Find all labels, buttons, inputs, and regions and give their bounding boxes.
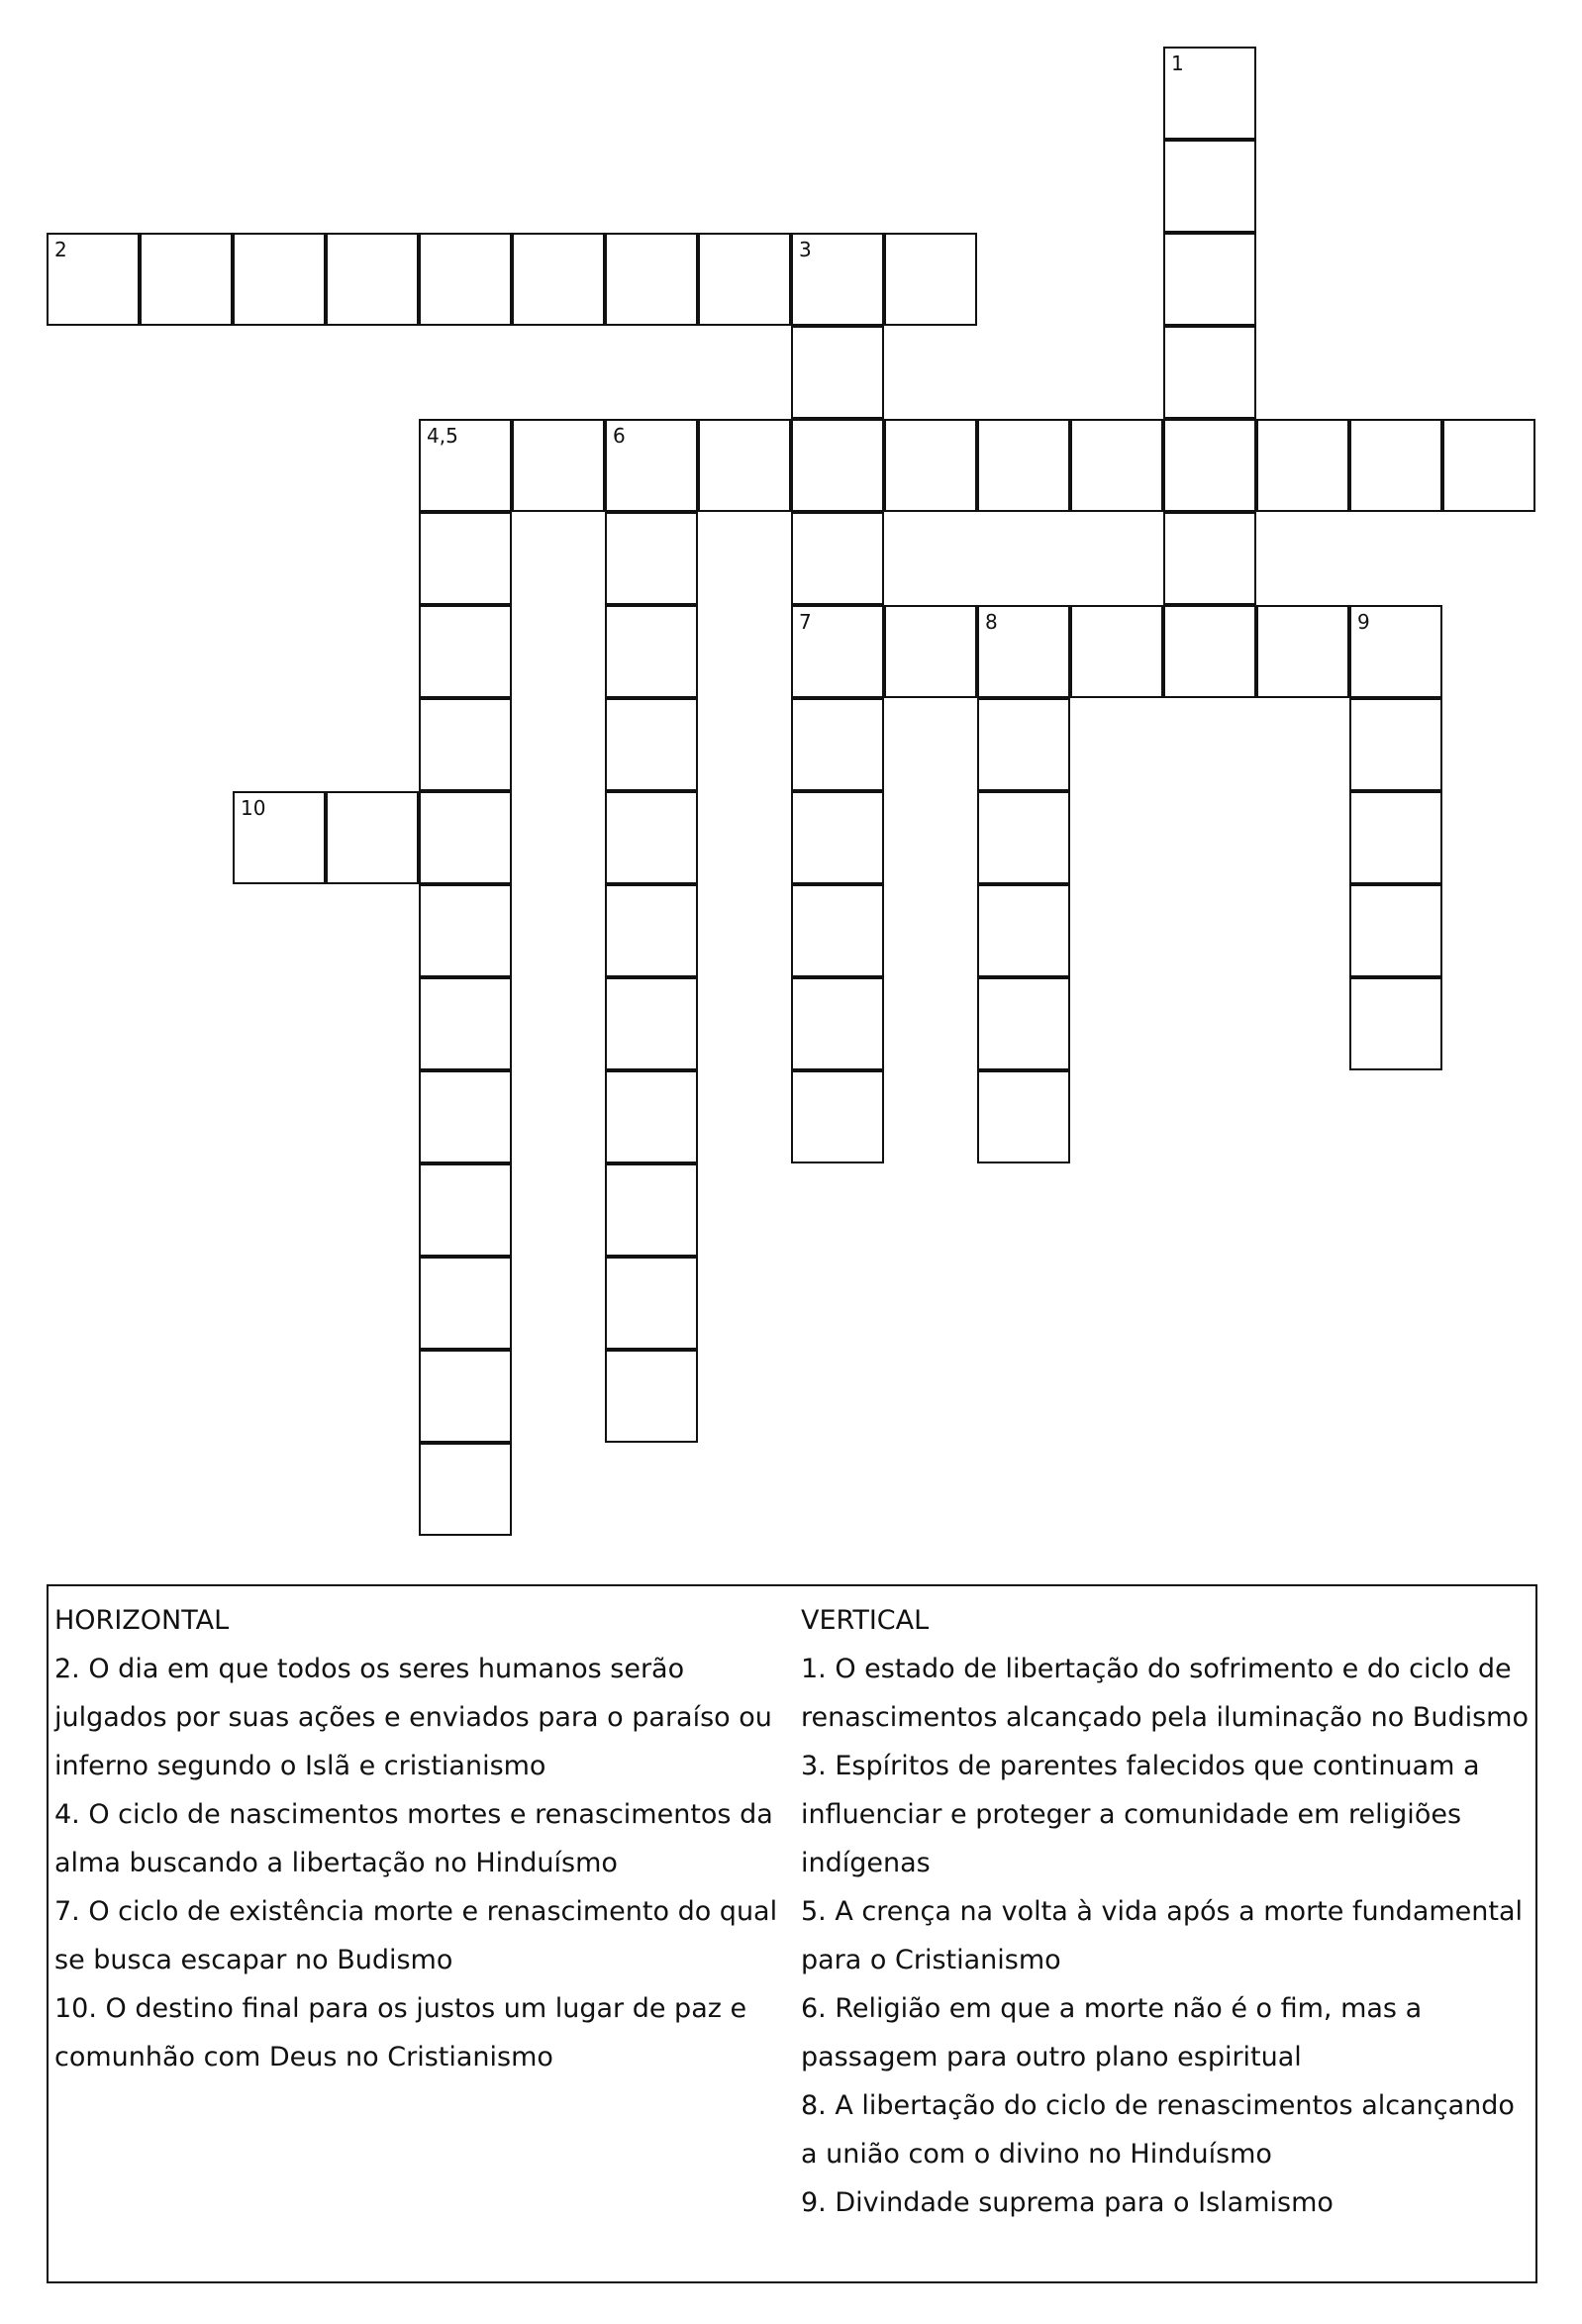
crossword-cell[interactable] bbox=[1256, 419, 1349, 512]
crossword-cell[interactable] bbox=[605, 1350, 698, 1443]
clue-number: 10 bbox=[241, 796, 266, 820]
crossword-cell[interactable] bbox=[419, 698, 512, 791]
crossword-cell[interactable] bbox=[1163, 140, 1256, 233]
crossword-cell[interactable] bbox=[884, 605, 977, 698]
crossword-cell[interactable] bbox=[1070, 419, 1163, 512]
crossword-cell[interactable] bbox=[791, 884, 884, 977]
crossword-cell[interactable] bbox=[977, 698, 1070, 791]
crossword-cell[interactable] bbox=[791, 512, 884, 605]
crossword-cell[interactable] bbox=[419, 1443, 512, 1536]
vertical-clue-9: 9. Divindade suprema para o Islamismo bbox=[801, 2187, 1334, 2218]
crossword-cell[interactable] bbox=[1349, 884, 1442, 977]
crossword-cell[interactable] bbox=[1163, 326, 1256, 419]
clue-number: 1 bbox=[1171, 51, 1184, 75]
crossword-cell[interactable] bbox=[326, 791, 419, 884]
crossword-cell[interactable] bbox=[1163, 605, 1256, 698]
crossword-cell[interactable] bbox=[233, 791, 326, 884]
clues-panel bbox=[47, 1584, 1537, 2283]
clue-number: 9 bbox=[1357, 610, 1370, 634]
crossword-cell[interactable] bbox=[977, 977, 1070, 1070]
crossword-cell[interactable] bbox=[1349, 605, 1442, 698]
clue-number: 7 bbox=[799, 610, 812, 634]
vertical-clue-5: 5. A crença na volta à vida após a morte fundamental para o Cristianismo bbox=[801, 1896, 1524, 1975]
horizontal-heading: HORIZONTAL bbox=[54, 1605, 230, 1636]
crossword-cell[interactable] bbox=[791, 977, 884, 1070]
crossword-cell[interactable] bbox=[791, 233, 884, 326]
crossword-cell[interactable] bbox=[977, 791, 1070, 884]
crossword-cell[interactable] bbox=[1163, 47, 1256, 140]
crossword-cell[interactable] bbox=[791, 326, 884, 419]
crossword-cell[interactable] bbox=[419, 1257, 512, 1350]
crossword-cell[interactable] bbox=[977, 605, 1070, 698]
crossword-cell[interactable] bbox=[419, 977, 512, 1070]
crossword-cell[interactable] bbox=[791, 605, 884, 698]
crossword-cell[interactable] bbox=[605, 1163, 698, 1257]
clue-number: 2 bbox=[54, 238, 67, 261]
crossword-cell[interactable] bbox=[977, 1070, 1070, 1163]
crossword-cell[interactable] bbox=[605, 791, 698, 884]
crossword-cell[interactable] bbox=[1256, 605, 1349, 698]
crossword-cell[interactable] bbox=[698, 233, 791, 326]
crossword-cell[interactable] bbox=[1349, 977, 1442, 1070]
crossword-cell[interactable] bbox=[605, 698, 698, 791]
crossword-cell[interactable] bbox=[1442, 419, 1535, 512]
horizontal-clue-4: 4. O ciclo de nascimentos mortes e renascimentos da alma buscando a libertação no Hinduísmo bbox=[54, 1799, 773, 1878]
vertical-clue-8: 8. A libertação do ciclo de renascimentos alcançando a união com o divino no Hinduísmo bbox=[801, 2090, 1515, 2170]
crossword-cell[interactable] bbox=[512, 233, 605, 326]
crossword-cell[interactable] bbox=[605, 605, 698, 698]
crossword-cell[interactable] bbox=[419, 1350, 512, 1443]
crossword-cell[interactable] bbox=[1349, 698, 1442, 791]
clue-number: 8 bbox=[985, 610, 998, 634]
crossword-cell[interactable] bbox=[233, 233, 326, 326]
horizontal-clues bbox=[54, 1596, 787, 2081]
crossword-cell[interactable] bbox=[1163, 233, 1256, 326]
crossword-cell[interactable] bbox=[605, 233, 698, 326]
crossword-cell[interactable] bbox=[1349, 791, 1442, 884]
crossword-cell[interactable] bbox=[419, 791, 512, 884]
vertical-heading: VERTICAL bbox=[801, 1605, 930, 1636]
horizontal-clue-2: 2. O dia em que todos os seres humanos serão julgados por suas ações e enviados para o paraíso ou inferno segundo o Islã e cristianismo bbox=[54, 1654, 772, 1781]
clue-number: 6 bbox=[613, 424, 626, 448]
crossword-cell[interactable] bbox=[47, 233, 140, 326]
crossword-cell[interactable] bbox=[419, 419, 512, 512]
crossword-cell[interactable] bbox=[791, 419, 884, 512]
crossword-cell[interactable] bbox=[419, 512, 512, 605]
clue-number: 4,5 bbox=[427, 424, 458, 448]
crossword-cell[interactable] bbox=[419, 1070, 512, 1163]
horizontal-clue-10: 10. O destino final para os justos um lugar de paz e comunhão com Deus no Cristianismo bbox=[54, 1993, 747, 2072]
clue-number: 3 bbox=[799, 238, 812, 261]
vertical-clue-1: 1. O estado de libertação do sofrimento e do ciclo de renascimentos alcançado pela iluminação no Budismo bbox=[801, 1654, 1529, 1733]
crossword-cell[interactable] bbox=[977, 419, 1070, 512]
crossword-cell[interactable] bbox=[605, 419, 698, 512]
crossword-cell[interactable] bbox=[419, 1163, 512, 1257]
crossword-cell[interactable] bbox=[791, 791, 884, 884]
vertical-clue-3: 3. Espíritos de parentes falecidos que continuam a influenciar e proteger a comunidade em religiões indígenas bbox=[801, 1751, 1480, 1878]
crossword-cell[interactable] bbox=[419, 884, 512, 977]
crossword-cell[interactable] bbox=[512, 419, 605, 512]
crossword-cell[interactable] bbox=[1163, 512, 1256, 605]
crossword-cell[interactable] bbox=[605, 512, 698, 605]
crossword-cell[interactable] bbox=[1070, 605, 1163, 698]
crossword-cell[interactable] bbox=[791, 1070, 884, 1163]
crossword-cell[interactable] bbox=[419, 605, 512, 698]
crossword-cell[interactable] bbox=[605, 1257, 698, 1350]
crossword-cell[interactable] bbox=[977, 884, 1070, 977]
vertical-clue-6: 6. Religião em que a morte não é o fim, mas a passagem para outro plano espiritual bbox=[801, 1993, 1423, 2072]
crossword-cell[interactable] bbox=[326, 233, 419, 326]
vertical-clues bbox=[801, 1596, 1535, 2227]
crossword-cell[interactable] bbox=[140, 233, 233, 326]
horizontal-clue-7: 7. O ciclo de existência morte e renascimento do qual se busca escapar no Budismo bbox=[54, 1896, 778, 1975]
crossword-cell[interactable] bbox=[1349, 419, 1442, 512]
crossword-cell[interactable] bbox=[419, 233, 512, 326]
crossword-cell[interactable] bbox=[605, 1070, 698, 1163]
crossword-cell[interactable] bbox=[791, 698, 884, 791]
crossword-cell[interactable] bbox=[1163, 419, 1256, 512]
crossword-cell[interactable] bbox=[884, 233, 977, 326]
crossword-cell[interactable] bbox=[884, 419, 977, 512]
crossword-cell[interactable] bbox=[605, 884, 698, 977]
crossword-cell[interactable] bbox=[605, 977, 698, 1070]
crossword-cell[interactable] bbox=[698, 419, 791, 512]
